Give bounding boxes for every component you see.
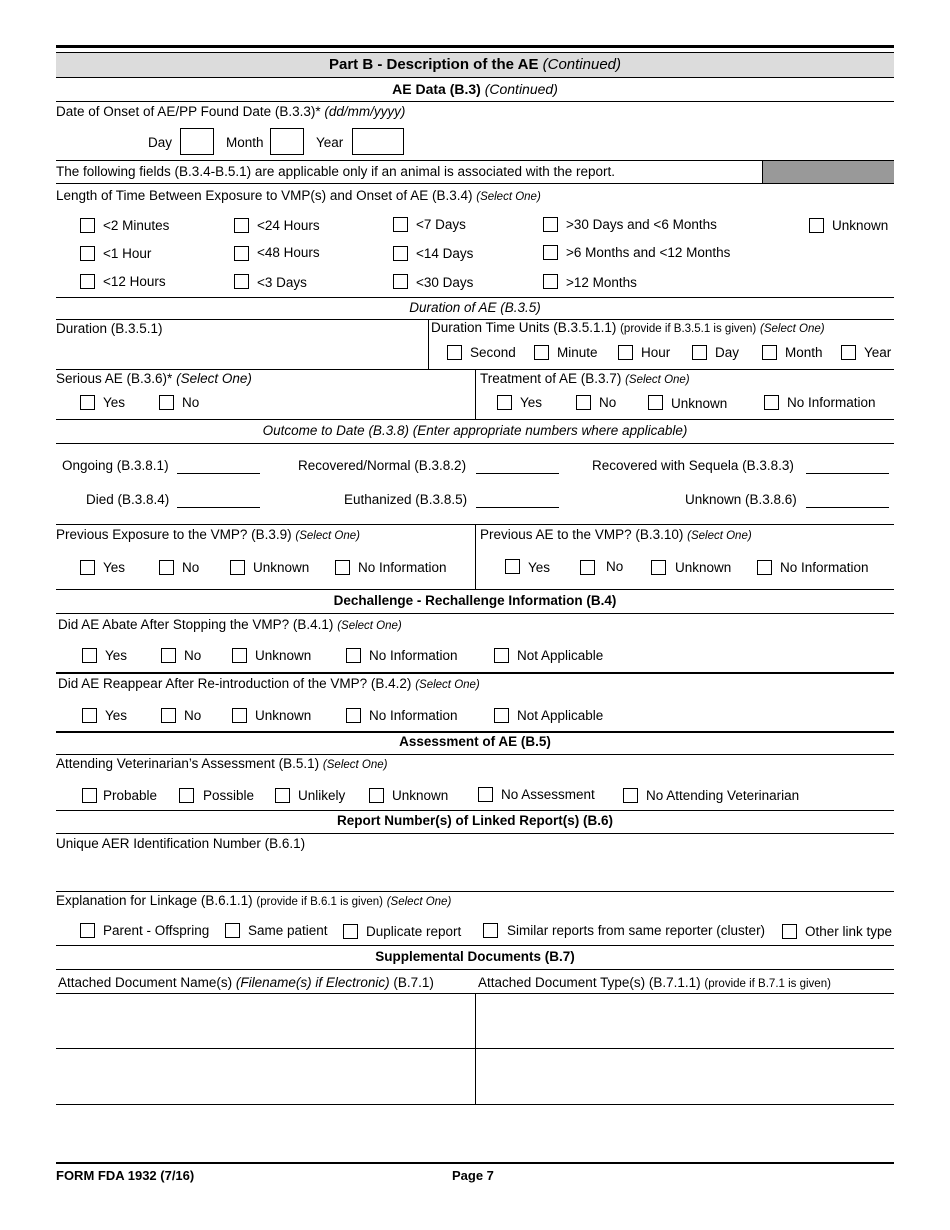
checkbox-assess-unlikely[interactable]	[275, 788, 290, 803]
option-label: Year	[864, 345, 892, 360]
option-label: Unknown	[832, 218, 889, 233]
option-label: Yes	[520, 395, 543, 410]
outcome-euthanized-label: Euthanized (B.3.8.5)	[344, 492, 468, 507]
divider	[475, 524, 476, 589]
checkbox-prevexp-noinfo[interactable]	[335, 560, 350, 575]
option-label: <48 Hours	[257, 245, 320, 260]
duration-units-label-text: Duration Time Units (B.3.5.1.1)	[431, 320, 617, 335]
notice-text: The following fields (B.3.4-B.5.1) are applicable only if an animal is associated with the report.	[56, 164, 616, 179]
option-label: <24 Hours	[257, 218, 320, 233]
checkbox-lt-2min[interactable]	[80, 218, 95, 233]
unique-aer-input[interactable]	[56, 855, 894, 890]
divider	[56, 810, 894, 811]
option-label: No	[184, 708, 202, 723]
option-label: Month	[785, 345, 823, 360]
option-label: No	[182, 395, 200, 410]
explanation-select: (Select One)	[386, 896, 452, 908]
serious-label-text: Serious AE (B.3.6)*	[56, 371, 173, 386]
reappear-label-text: Did AE Reappear After Re-introduction of the VMP? (B.4.2)	[58, 676, 412, 691]
option-label: Possible	[203, 788, 255, 803]
option-label: Hour	[641, 345, 671, 360]
checkbox-prevexp-no[interactable]	[159, 560, 174, 575]
checkbox-abate-na[interactable]	[494, 648, 509, 663]
divider	[475, 369, 476, 419]
onset-label-text: Date of Onset of AE/PP Found Date (B.3.3)*	[56, 104, 321, 119]
checkbox-assess-unknown[interactable]	[369, 788, 384, 803]
option-label: Yes	[103, 560, 126, 575]
option-label: Yes	[528, 560, 551, 575]
option-label: Not Applicable	[517, 648, 604, 663]
onset-year-label: Year	[316, 135, 344, 150]
onset-day-label: Day	[148, 135, 173, 150]
checkbox-lt-24hours[interactable]	[234, 218, 249, 233]
option-label: Unknown	[255, 648, 312, 663]
supplemental-title: Supplemental Documents (B.7)	[375, 949, 575, 964]
checkbox-abate-unknown[interactable]	[232, 648, 247, 663]
checkbox-abate-no[interactable]	[161, 648, 176, 663]
assessment-label	[56, 756, 387, 771]
onset-year-input[interactable]	[352, 128, 404, 155]
checkbox-assess-novet[interactable]	[623, 788, 638, 803]
prev-ae-select: (Select One)	[687, 530, 752, 542]
checkbox-prevae-unknown[interactable]	[651, 560, 666, 575]
assessment-title: Assessment of AE (B.5)	[399, 734, 551, 749]
prev-ae-label-text: Previous AE to the VMP? (B.3.10)	[480, 527, 684, 542]
prev-exposure-label	[56, 527, 360, 542]
option-label: Day	[715, 345, 740, 360]
checkbox-link-other[interactable]	[782, 924, 797, 939]
footer-page: Page 7	[452, 1168, 494, 1183]
outcome-died-label: Died (B.3.8.4)	[86, 492, 170, 507]
checkbox-unit-second[interactable]	[447, 345, 462, 360]
checkbox-serious-yes[interactable]	[80, 395, 95, 410]
checkbox-lt-14days[interactable]	[393, 246, 408, 261]
explanation-label-text: Explanation for Linkage (B.6.1.1)	[56, 893, 253, 908]
linked-title: Report Number(s) of Linked Report(s) (B.6)	[336, 813, 613, 828]
checkbox-treatment-noinfo[interactable]	[764, 395, 779, 410]
option-label: No Information	[358, 560, 447, 575]
duration-units-note: (provide if B.3.5.1 is given)	[620, 323, 757, 335]
part-header-title: Part B - Description of the AE	[328, 56, 539, 73]
checkbox-prevae-no[interactable]	[580, 560, 595, 575]
outcome-unknown-input[interactable]	[806, 507, 889, 508]
outcome-unknown-label: Unknown (B.3.8.6)	[685, 492, 797, 507]
dechallenge-title: Dechallenge - Rechallenge Information (B.4)	[333, 593, 617, 608]
explanation-note: (provide if B.6.1 is given)	[256, 896, 383, 908]
length-of-time-label	[56, 188, 541, 203]
checkbox-unit-hour[interactable]	[618, 345, 633, 360]
outcome-euthanized-input[interactable]	[476, 507, 559, 508]
checkbox-assess-noassessment[interactable]	[478, 787, 493, 802]
doc-name-code: (B.7.1)	[393, 975, 434, 990]
onset-label	[56, 104, 405, 119]
checkbox-link-duplicate[interactable]	[343, 924, 358, 939]
option-label: >6 Months and <12 Months	[566, 245, 731, 260]
option-label: Similar reports from same reporter (cluster)	[507, 923, 766, 938]
reappear-label	[58, 676, 480, 691]
checkbox-reappear-yes[interactable]	[82, 708, 97, 723]
reappear-select: (Select One)	[415, 679, 480, 691]
checkbox-serious-no[interactable]	[159, 395, 174, 410]
treatment-label	[480, 371, 690, 386]
checkbox-unit-day[interactable]	[692, 345, 707, 360]
checkbox-prevae-noinfo[interactable]	[757, 560, 772, 575]
option-label: No Information	[369, 648, 458, 663]
divider	[56, 613, 894, 614]
explanation-label	[56, 893, 451, 908]
doc-name-cell-1[interactable]	[57, 994, 474, 1048]
notice-shade	[762, 161, 894, 183]
option-label: No Attending Veterinarian	[646, 788, 800, 803]
ae-data-title: AE Data (B.3)	[392, 81, 481, 97]
treatment-select: (Select One)	[625, 374, 690, 386]
checkbox-reappear-na[interactable]	[494, 708, 509, 723]
option-label: <12 Hours	[103, 274, 166, 289]
divider	[56, 443, 894, 444]
checkbox-gt-30days[interactable]	[543, 217, 558, 232]
option-label: <2 Minutes	[103, 218, 170, 233]
top-rule	[56, 45, 894, 48]
doc-name-label: Attached Document Name(s)	[58, 975, 233, 990]
divider	[56, 945, 894, 946]
option-label: Second	[470, 345, 516, 360]
outcome-recovered-input[interactable]	[476, 473, 559, 474]
assessment-select: (Select One)	[322, 759, 388, 771]
doc-type-header	[478, 975, 831, 990]
divider	[56, 101, 894, 102]
divider	[56, 297, 894, 298]
footer-form: FORM FDA 1932 (7/16)	[56, 1168, 195, 1183]
unique-aer-label: Unique AER Identification Number (B.6.1)	[56, 836, 306, 851]
duration-units-label	[431, 320, 825, 335]
doc-name-cell-2[interactable]	[57, 1049, 474, 1103]
option-label: Probable	[103, 788, 158, 803]
checkbox-lt-12hours[interactable]	[80, 274, 95, 289]
checkbox-assess-probable[interactable]	[82, 788, 97, 803]
prev-exposure-label-text: Previous Exposure to the VMP? (B.3.9)	[56, 527, 292, 542]
checkbox-assess-possible[interactable]	[179, 788, 194, 803]
onset-format: (dd/mm/yyyy)	[324, 104, 406, 119]
outcome-ongoing-label: Ongoing (B.3.8.1)	[62, 458, 169, 473]
outcome-sequela-label: Recovered with Sequela (B.3.8.3)	[592, 458, 794, 473]
duration-units-select: (Select One)	[760, 323, 825, 335]
prev-exposure-select: (Select One)	[295, 530, 360, 542]
option-label: No	[184, 648, 202, 663]
part-header-suffix: (Continued)	[542, 56, 622, 73]
option-label: >30 Days and <6 Months	[566, 217, 717, 232]
option-label: Other link type	[805, 924, 893, 939]
checkbox-unit-month[interactable]	[762, 345, 777, 360]
checkbox-abate-yes[interactable]	[82, 648, 97, 663]
doc-name-italic: (Filename(s) if Electronic)	[235, 975, 390, 990]
checkbox-link-parent[interactable]	[80, 923, 95, 938]
checkbox-link-cluster[interactable]	[483, 923, 498, 938]
checkbox-lt-1hour[interactable]	[80, 246, 95, 261]
option-label: Yes	[105, 648, 128, 663]
option-label: <30 Days	[416, 275, 474, 290]
option-label: <14 Days	[416, 246, 474, 261]
checkbox-lot-unknown[interactable]	[809, 218, 824, 233]
option-label: No	[182, 560, 200, 575]
option-label: No	[599, 395, 617, 410]
option-label: >12 Months	[566, 275, 637, 290]
doc-type-cell-1[interactable]	[476, 994, 894, 1048]
option-label: Unknown	[675, 560, 732, 575]
checkbox-treatment-yes[interactable]	[497, 395, 512, 410]
divider	[56, 419, 894, 420]
option-label: Unknown	[253, 560, 310, 575]
treatment-label-text: Treatment of AE (B.3.7)	[480, 371, 622, 386]
option-label: Parent - Offspring	[103, 923, 210, 938]
serious-label	[56, 371, 252, 386]
divider	[56, 754, 894, 755]
option-label: Duplicate report	[366, 924, 462, 939]
checkbox-lt-3days[interactable]	[234, 274, 249, 289]
divider	[56, 183, 894, 184]
doc-type-note: (provide if B.7.1 is given)	[704, 978, 831, 990]
option-label: Yes	[103, 395, 126, 410]
divider	[56, 891, 894, 892]
checkbox-prevexp-yes[interactable]	[80, 560, 95, 575]
outcome-sequela-input[interactable]	[806, 473, 889, 474]
duration-label: Duration (B.3.5.1)	[56, 321, 163, 336]
checkbox-treatment-unknown[interactable]	[648, 395, 663, 410]
serious-select: (Select One)	[176, 371, 252, 386]
onset-month-label: Month	[226, 135, 264, 150]
option-label: <1 Hour	[103, 246, 152, 261]
checkbox-reappear-noinfo[interactable]	[346, 708, 361, 723]
divider	[428, 319, 429, 369]
assessment-label-text: Attending Veterinarian’s Assessment (B.5.1)	[56, 756, 320, 771]
option-label: No Information	[787, 395, 876, 410]
checkbox-lt-7days[interactable]	[393, 217, 408, 232]
doc-type-cell-2[interactable]	[476, 1049, 894, 1103]
option-label: Not Applicable	[517, 708, 604, 723]
outcome-ongoing-input[interactable]	[177, 473, 260, 474]
option-label: Unknown	[392, 788, 449, 803]
checkbox-gt-6months[interactable]	[543, 245, 558, 260]
divider	[56, 731, 894, 733]
footer-rule	[56, 1162, 894, 1164]
divider	[56, 1104, 894, 1105]
outcome-died-input[interactable]	[177, 507, 260, 508]
checkbox-prevexp-unknown[interactable]	[230, 560, 245, 575]
divider	[56, 589, 894, 590]
divider	[56, 833, 894, 834]
checkbox-unit-year[interactable]	[841, 345, 856, 360]
onset-month-input[interactable]	[270, 128, 304, 155]
option-label: Same patient	[248, 923, 328, 938]
checkbox-link-samepatient[interactable]	[225, 923, 240, 938]
option-label: Minute	[557, 345, 598, 360]
divider	[56, 969, 894, 970]
option-label: No Information	[780, 560, 869, 575]
checkbox-reappear-unknown[interactable]	[232, 708, 247, 723]
abate-label-text: Did AE Abate After Stopping the VMP? (B.4.1)	[58, 617, 334, 632]
option-label: No Assessment	[501, 787, 595, 802]
checkbox-abate-noinfo[interactable]	[346, 648, 361, 663]
duration-title: Duration of AE (B.3.5)	[409, 300, 541, 315]
checkbox-reappear-no[interactable]	[161, 708, 176, 723]
option-label: Unlikely	[298, 788, 346, 803]
prev-ae-label	[480, 527, 752, 542]
option-label: Yes	[105, 708, 128, 723]
checkbox-lt-48hours[interactable]	[234, 246, 249, 261]
doc-name-header	[58, 975, 434, 990]
option-label: Unknown	[671, 396, 728, 411]
option-label: Unknown	[255, 708, 312, 723]
ae-data-suffix: (Continued)	[484, 81, 558, 97]
length-of-time-select: (Select One)	[476, 191, 541, 203]
outcome-title: Outcome to Date (B.3.8) (Enter appropriate numbers where applicable)	[262, 423, 688, 438]
onset-day-input[interactable]	[180, 128, 214, 155]
checkbox-unit-minute[interactable]	[534, 345, 549, 360]
option-label: <3 Days	[257, 275, 307, 290]
divider	[56, 672, 894, 674]
option-label: No Information	[369, 708, 458, 723]
checkbox-treatment-no[interactable]	[576, 395, 591, 410]
option-label: No	[606, 559, 624, 574]
checkbox-prevae-yes[interactable]	[505, 559, 520, 574]
abate-label	[58, 617, 402, 632]
divider	[762, 161, 763, 183]
ae-data-heading	[56, 81, 894, 97]
divider	[56, 77, 894, 78]
checkbox-lt-30days[interactable]	[393, 274, 408, 289]
option-label: <7 Days	[416, 217, 466, 232]
outcome-recovered-label: Recovered/Normal (B.3.8.2)	[298, 458, 467, 473]
length-of-time-label-text: Length of Time Between Exposure to VMP(s) and Onset of AE (B.3.4)	[56, 188, 473, 203]
checkbox-gt-12months[interactable]	[543, 274, 558, 289]
abate-select: (Select One)	[337, 620, 402, 632]
part-header	[56, 56, 894, 73]
doc-type-label: Attached Document Type(s) (B.7.1.1)	[478, 975, 701, 990]
